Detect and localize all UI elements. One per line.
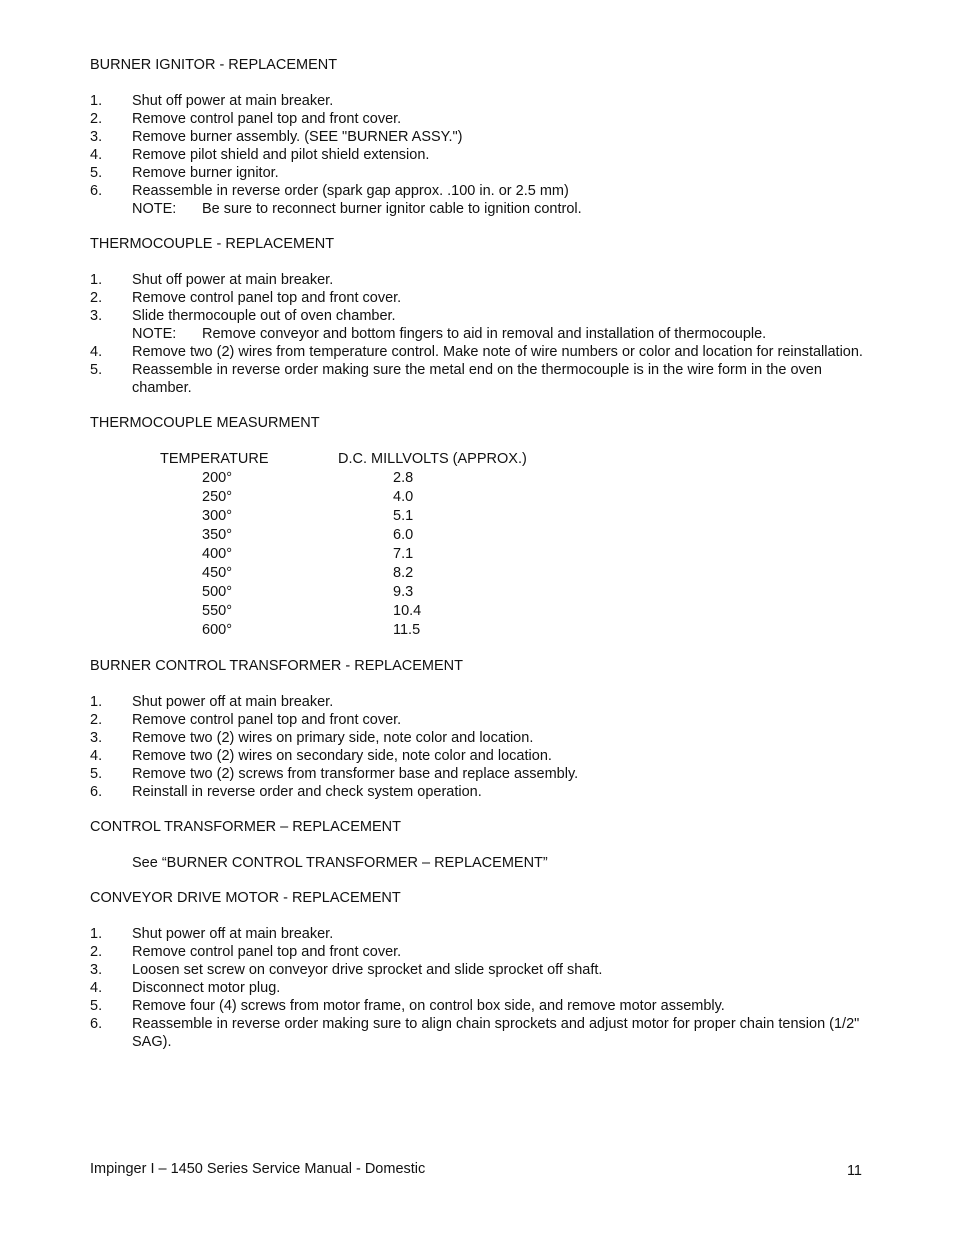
list-item: 6. Reinstall in reverse order and check system operation. [90,784,482,800]
section-title-control-transformer: CONTROL TRANSFORMER – REPLACEMENT [90,819,401,835]
table-row: 400° 7.1 [202,546,414,562]
page-footer [90,1160,862,1178]
burner-transformer-steps [90,693,870,801]
thermocouple-steps-continued [90,343,870,397]
list-item: 3. Loosen set screw on conveyor drive sprocket and slide sprocket off shaft. [90,962,603,978]
list-item: 3. Remove two (2) wires on primary side, note color and location. [90,730,534,746]
manual-title: Impinger I – 1450 Series Service Manual - Domestic [90,1161,426,1177]
page-number: 11 [846,1163,862,1179]
burner-ignitor-steps [90,92,870,200]
list-item: 4. Remove two (2) wires on secondary side, note color and location. [90,748,552,764]
control-transformer-reference: See “BURNER CONTROL TRANSFORMER – REPLACEMENT” [132,855,548,871]
list-item: 1. Shut off power at main breaker. [90,272,334,288]
list-item: 3. Slide thermocouple out of oven chamber. [90,308,396,324]
table-row: 200° 2.8 [202,470,414,486]
column-header-millivolts: D.C. MILLVOLTS (APPROX.) [338,451,527,467]
table-row: 250° 4.0 [202,489,414,505]
list-item: 5. Remove two (2) screws from transformer base and replace assembly. [90,766,579,782]
table-row: 350° 6.0 [202,527,414,543]
section-title-burner-ignitor: BURNER IGNITOR - REPLACEMENT [90,57,338,73]
table-row: 550° 10.4 [202,603,422,619]
table-row: 600° 11.5 [202,622,421,638]
list-item: 2. Remove control panel top and front cover. [90,712,402,728]
section-title-thermocouple-measurement: THERMOCOUPLE MEASURMENT [90,415,320,431]
list-item: 2. Remove control panel top and front cover. [90,111,402,127]
list-item: 4. Remove two (2) wires from temperature control. Make note of wire numbers or color and location for reinstallation. [90,344,863,360]
list-item: 6. Reassemble in reverse order making sure to align chain sprockets and adjust motor for proper chain tension (1/2" SAG). [90,1016,860,1050]
section-title-thermocouple: THERMOCOUPLE - REPLACEMENT [90,236,335,252]
list-item: 1. Shut off power at main breaker. [90,93,334,109]
conveyor-motor-steps [90,925,870,1051]
table-header-row [160,450,527,469]
list-item: 2. Remove control panel top and front cover. [90,290,402,306]
list-item: 3. Remove burner assembly. (SEE "BURNER ASSY.") [90,129,463,145]
list-item: 5. Reassemble in reverse order making sure the metal end on the thermocouple is in the wire form in the oven chamber. [90,362,822,396]
table-row: 500° 9.3 [202,584,414,600]
section-title-conveyor-drive-motor: CONVEYOR DRIVE MOTOR - REPLACEMENT [90,890,401,906]
thermocouple-steps [90,271,870,325]
list-item: 1. Shut power off at main breaker. [90,926,334,942]
list-item: 4. Remove pilot shield and pilot shield extension. [90,147,430,163]
list-item: 2. Remove control panel top and front cover. [90,944,402,960]
column-header-temperature: TEMPERATURE [160,451,269,467]
section-title-burner-control-transformer: BURNER CONTROL TRANSFORMER - REPLACEMENT [90,658,464,674]
thermocouple-note: NOTE: Remove conveyor and bottom fingers to aid in removal and installation of thermocouple. [132,326,767,342]
burner-ignitor-note: NOTE: Be sure to reconnect burner ignitor cable to ignition control. [132,201,582,217]
list-item: 4. Disconnect motor plug. [90,980,281,996]
list-item: 1. Shut power off at main breaker. [90,694,334,710]
table-row: 300° 5.1 [202,508,414,524]
list-item: 5. Remove four (4) screws from motor frame, on control box side, and remove motor assembly. [90,998,725,1014]
list-item: 6. Reassemble in reverse order (spark gap approx. .100 in. or 2.5 mm) [90,183,569,199]
manual-page [90,56,870,1051]
list-item: 5. Remove burner ignitor. [90,165,279,181]
millivolt-table [160,450,527,640]
table-row: 450° 8.2 [202,565,414,581]
